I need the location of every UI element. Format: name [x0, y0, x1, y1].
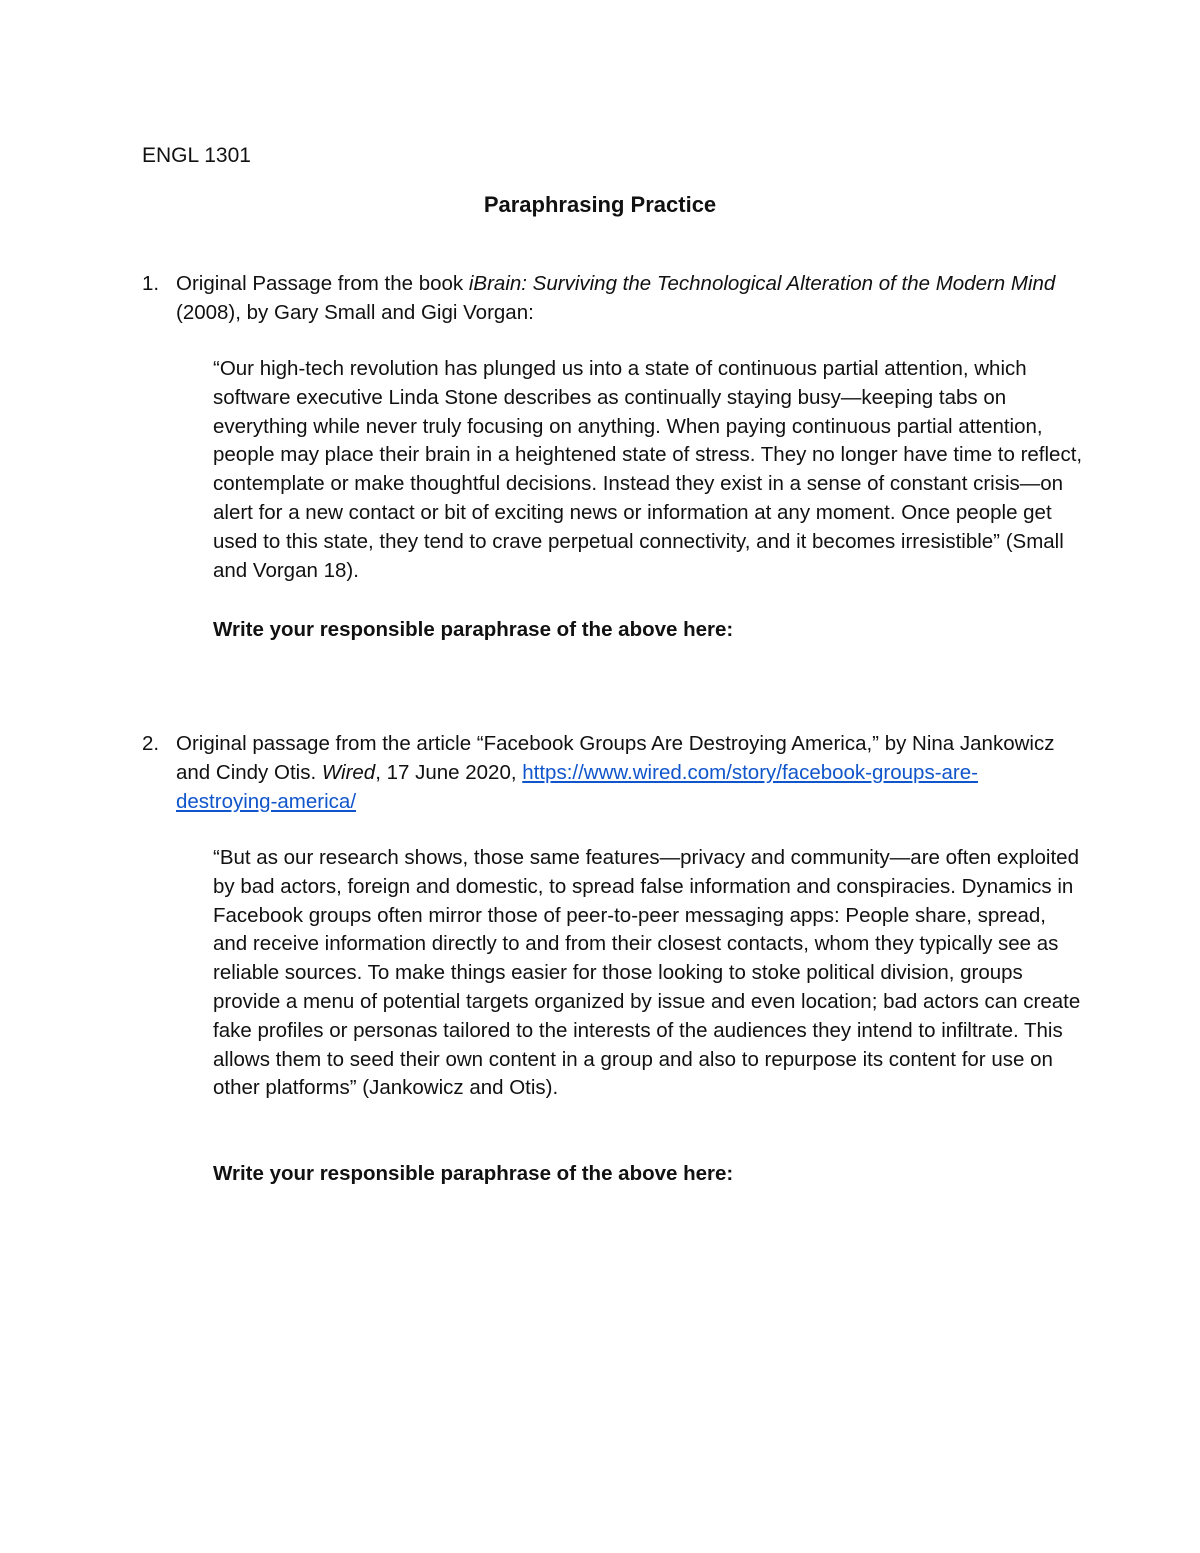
list-number: 2.	[142, 732, 160, 755]
publication-title: Wired	[321, 760, 376, 784]
page-title: Paraphrasing Practice	[483, 192, 717, 217]
original-quote: “But as our research shows, those same features—privacy and community—are often exploited by bad actors, foreign and domestic, to spread false information and conspiracies. Dynamics in Facebook groups often mirror those of peer-to-peer messaging apps: People share, spread, and receive information directly to and from their closest contacts, whom they typically see as reliable sources. To make things easier for those looking to stoke political division, groups provide a menu of potential targets organized by issue and even location; bad actors can create fake profiles or personas tailored to the interests of the audiences they intend to infiltrate. This allows them to seed their own content in a group and also to repurpose its content for use on other platforms” (Jankowicz and Otis).	[213, 846, 1081, 1100]
list-item-1	[142, 270, 1072, 328]
intro-middle: , 17 June 2020,	[375, 760, 523, 784]
intro-prefix: Original passage from the article “Facebook Groups Are Destroying America,” by Nina Jankowicz and Cindy Otis.	[176, 732, 1055, 784]
list-item-2	[142, 730, 1072, 816]
course-code: ENGL 1301	[142, 144, 251, 167]
paraphrase-instruction: Write your responsible paraphrase of the above here:	[213, 618, 734, 641]
book-title: iBrain: Surviving the Technological Alteration of the Modern Mind	[468, 272, 1056, 295]
original-quote: “Our high-tech revolution has plunged us into a state of continuous partial attention, which software executive Linda Stone describes as continually staying busy—keeping tabs on everything while never truly focusing on anything. When paying continuous partial attention, people may place their brain in a heightened state of stress. They no longer have time to reflect, contemplate or make thoughtful decisions. Instead they exist in a sense of constant crisis—on alert for a new contact or bit of exciting news or information at any moment. Once people get used to this state, they tend to crave perpetual connectivity, and it becomes irresistible” (Small and Vorgan 18).	[213, 357, 1083, 582]
article-link[interactable]: https://www.wired.com/story/facebook-groups-are-destroying-america/	[176, 760, 978, 813]
list-number: 1.	[142, 272, 160, 295]
intro-suffix: (2008), by Gary Small and Gigi Vorgan:	[176, 300, 534, 324]
paraphrase-instruction: Write your responsible paraphrase of the above here:	[213, 1162, 734, 1185]
source-intro	[176, 730, 1072, 816]
source-intro	[176, 270, 1072, 328]
intro-prefix: Original Passage from the book	[176, 272, 469, 295]
